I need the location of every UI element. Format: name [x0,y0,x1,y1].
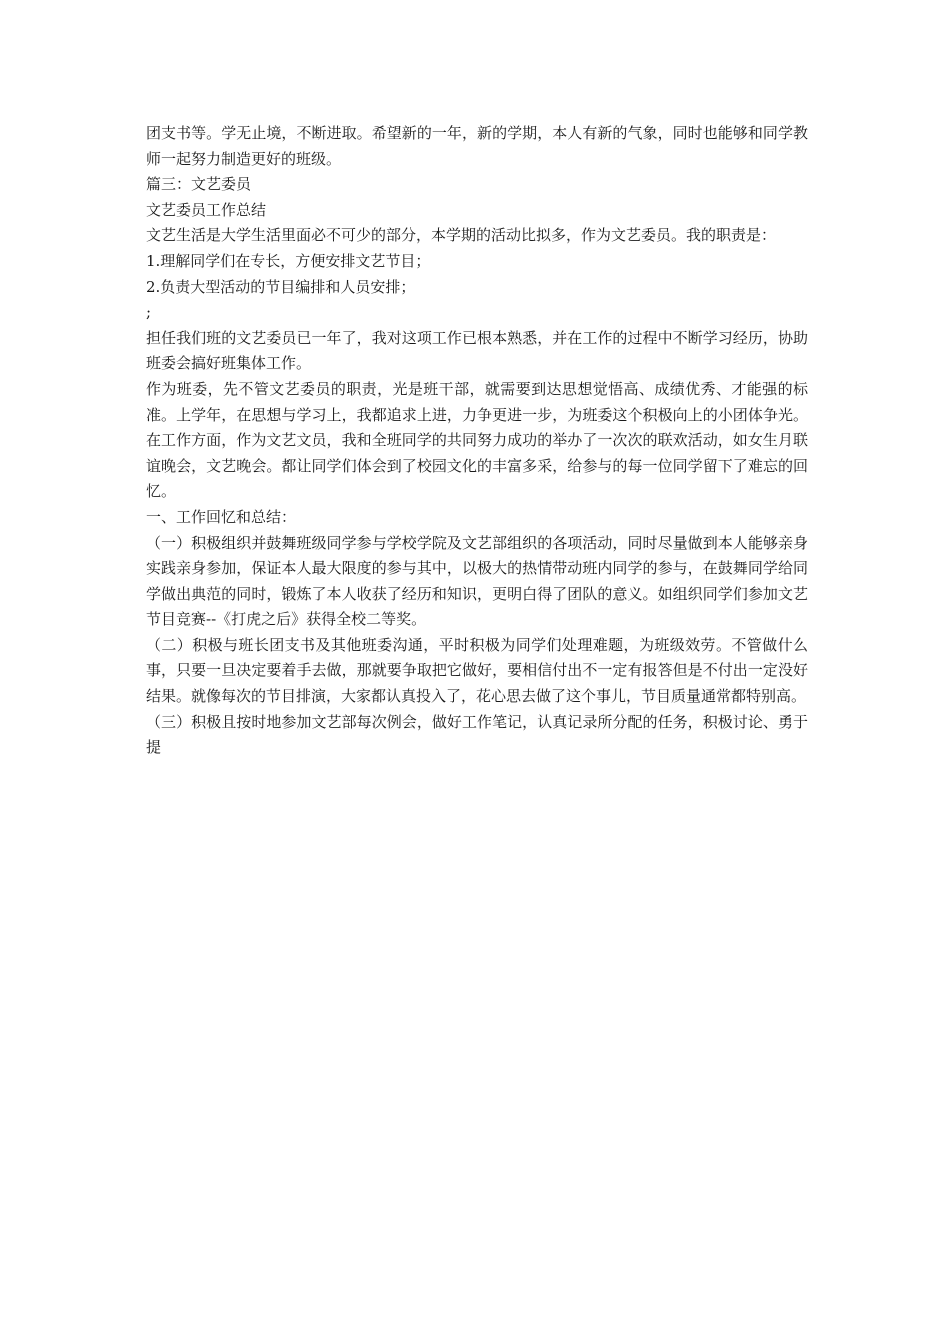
paragraph-intro-continued: 团支书等。学无止境，不断进取。希望新的一年，新的学期，本人有新的气象，同时也能够和同学教师一起努力制造更好的班级。 [146,124,808,168]
duty-item-1: 1.理解同学们在专长，方便安排文艺节目； [146,251,431,270]
paragraph-item-two: （二）积极与班长团支书及其他班委沟通，平时积极为同学们处理难题，为班级效劳。不管做什么事，只要一旦决定要着手去做，那就要争取把它做好，要相信付出不一定有报答但是不付出一定没好结果。就像每次的节目排演，大家都认真投入了，花心思去做了这个事儿，节目质量通常都特别高。 [146,635,808,706]
section-heading-review: 一、工作回忆和总结： [146,507,297,526]
duty-item-2: 2.负责大型活动的节目编排和人员安排； [146,277,416,296]
paragraph-duties-intro: 文艺生活是大学生活里面必不可少的部分，本学期的活动比拟多，作为文艺委员。我的职责是： [146,226,777,245]
section-heading-part-three: 篇三：文艺委员 [146,175,252,194]
paragraph-committee-role: 作为班委，先不管文艺委员的职责，光是班干部，就需要到达思想觉悟高、成绩优秀、才能强的标准。上学年，在思想与学习上，我都追求上进，力争更进一步，为班委这个积极向上的小团体争光。在工作方面，作为文艺文员，我和全班同学的共同努力成功的举办了一次次的联欢活动，如女生月联谊晚会，文艺晚会。都让同学们体会到了校园文化的丰富多采，给参与的每一位同学留下了难忘的回忆。 [146,379,808,501]
paragraph-experience: 担任我们班的文艺委员已一年了，我对这项工作已根本熟悉，并在工作的过程中不断学习经历，协助班委会搞好班集体工作。 [146,328,808,373]
separator-semicolon: ; [146,303,152,322]
paragraph-item-three: （三）积极且按时地参加文艺部每次例会，做好工作笔记，认真记录所分配的任务，积极讨论、勇于提 [146,712,808,757]
paragraph-item-one: （一）积极组织并鼓舞班级同学参与学校学院及文艺部组织的各项活动，同时尽量做到本人能够亲身实践亲身参加，保证本人最大限度的参与其中，以极大的热情带动班内同学的参与，在鼓舞同学给同学做出典范的同时，锻炼了本人收获了经历和知识，更明白得了团队的意义。如组织同学们参加文艺节目竞赛--《打虎之后》获得全校二等奖。 [146,533,808,629]
document-page [146,121,808,761]
document-title: 文艺委员工作总结 [146,200,267,219]
